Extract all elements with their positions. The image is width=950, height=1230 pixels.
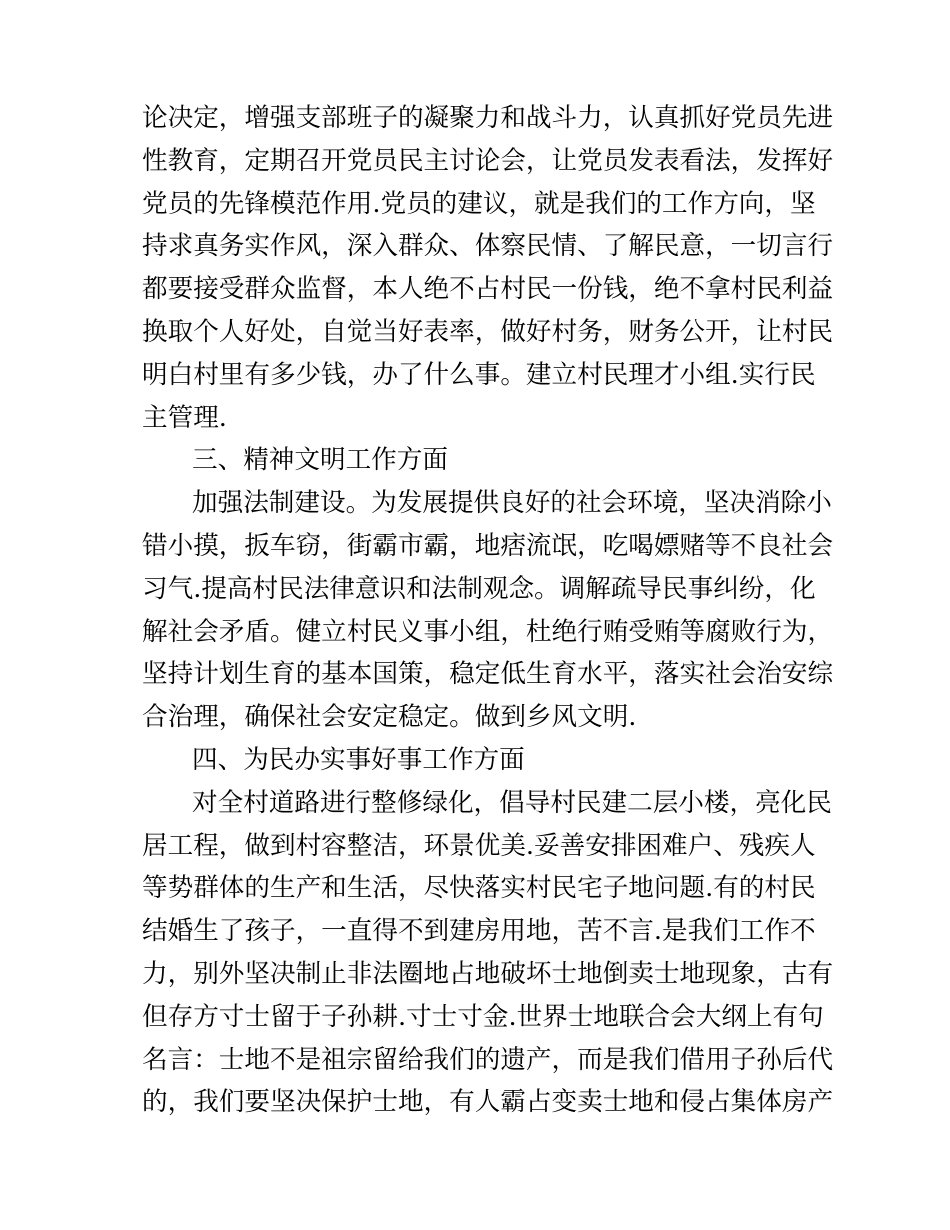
text-line: 居工程，做到村容整洁，环景优美.妥善安排困难户、残疾人 <box>142 830 816 861</box>
text-line: 结婚生了孩子，一直得不到建房用地，苦不言.是我们工作不 <box>142 916 816 947</box>
text-line: 坚持计划生育的基本国策，稳定低生育水平，落实社会治安综 <box>142 659 834 690</box>
text-line: 等势群体的生产和生活，尽快落实村民宅子地问题.有的村民 <box>142 873 816 904</box>
text-line: 明白村里有多少钱，办了什么事。建立村民理才小组.实行民 <box>142 359 816 390</box>
text-line: 换取个人好处，自觉当好表率，做好村务，财务公开，让村民 <box>142 316 834 347</box>
text-line: 对全村道路进行整修绿化，倡导村民建二层小楼，亮化民 <box>192 787 832 818</box>
text-line: 持求真务实作风，深入群众、体察民情、了解民意，一切言行 <box>142 231 834 262</box>
text-line: 但存方寸士留于子孙耕.寸士寸金.世界士地联合会大纲上有句 <box>142 1001 824 1032</box>
text-line: 的，我们要坚决保护士地，有人霸占变卖士地和侵占集体房产 <box>142 1087 834 1118</box>
text-line: 名言：士地不是祖宗留给我们的遗产，而是我们借用子孙后代 <box>142 1044 834 1075</box>
text-line: 解社会矛盾。健立村民义事小组，杜绝行贿受贿等腐败行为， <box>142 616 834 647</box>
text-line: 论决定，增强支部班子的凝聚力和战斗力，认真抓好党员先进 <box>142 103 834 133</box>
text-line: 错小摸，扳车窃，街霸市霸，地痞流氓，吃喝嫖赌等不良社会 <box>142 530 834 561</box>
text-line: 性教育，定期召开党员民主讨论会，让党员发表看法，发挥好 <box>142 145 834 176</box>
text-line: 主管理. <box>142 402 227 433</box>
text-line: 四、为民办实事好事工作方面 <box>192 744 525 775</box>
text-line: 合治理，确保社会安定稳定。做到乡风文明. <box>142 702 637 733</box>
text-line: 加强法制建设。为发展提供良好的社会环境，坚决消除小 <box>192 488 832 519</box>
text-line: 三、精神文明工作方面 <box>192 445 448 476</box>
text-line: 力，别外坚决制止非法圈地占地破坏士地倒卖士地现象，古有 <box>142 958 834 989</box>
document-body <box>142 97 834 1124</box>
text-line: 都要接受群众监督，本人绝不占村民一份钱，绝不拿村民利益 <box>142 274 834 305</box>
text-line: 党员的先锋模范作用.党员的建议，就是我们的工作方向，坚 <box>142 188 816 219</box>
text-line: 习气.提高村民法律意识和法制观念。调解疏导民事纠纷，化 <box>142 573 816 604</box>
